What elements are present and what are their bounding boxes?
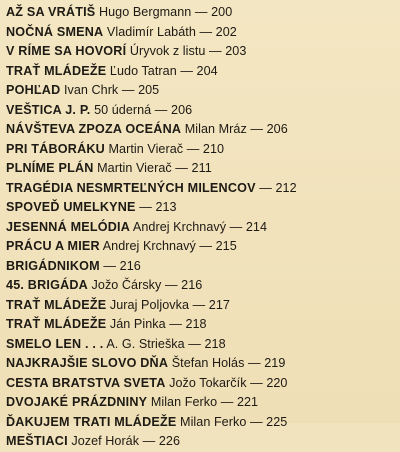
entry-dash: — [250, 375, 263, 390]
entry-page-number: 220 [266, 375, 288, 390]
entry-title: TRAŤ MLÁDEŽE [6, 63, 107, 78]
entry-author: Martin Vierač [97, 161, 172, 175]
entry-author: Úryvok z listu [129, 44, 206, 58]
entry-dash: — [194, 5, 208, 19]
toc-entry [6, 3, 400, 23]
entry-title: TRAŤ MLÁDEŽE [6, 317, 107, 331]
entry-author: Hugo Bergmann [98, 5, 192, 19]
entry-dash: — [259, 180, 272, 195]
toc-entry [6, 140, 400, 160]
entry-page-number: 214 [245, 219, 268, 234]
entry-page-number: 210 [202, 141, 225, 156]
toc-entry [6, 198, 400, 218]
entry-title: NOČNÁ SMENA [6, 24, 104, 39]
entry-title: PRÁCU A MIER [6, 239, 100, 253]
entry-page-number: 219 [264, 356, 286, 370]
entry-dash: — [248, 356, 261, 370]
entry-author: Štefan Holás [171, 356, 245, 370]
entry-title: POHĽAD [6, 83, 61, 97]
entry-author: Juraj Poljovka [109, 297, 190, 312]
entry-title: ĎAKUJEM TRATI MLÁDEŽE [6, 414, 177, 429]
entry-author: Andrej Krchnavý [102, 239, 196, 253]
entry-dash: — [209, 44, 222, 58]
entry-page-number: 218 [204, 336, 226, 351]
toc-entry [6, 179, 400, 199]
entry-dash: — [186, 141, 200, 156]
entry-dash: — [220, 395, 234, 409]
entry-author: 50 úderná [94, 102, 152, 117]
toc-entry [6, 374, 400, 394]
entry-author: Jožo Čársky [91, 278, 162, 292]
entry-author: Martin Vierač [108, 141, 184, 156]
toc-entry [6, 257, 400, 277]
entry-dash: — [249, 414, 263, 429]
entry-author: Jožo Tokarčík [169, 375, 247, 390]
toc-entry [6, 218, 400, 238]
toc-entry [6, 315, 400, 335]
entry-page-number: 212 [275, 180, 297, 195]
entry-page-number: 218 [185, 317, 207, 331]
toc-entry [6, 237, 400, 257]
toc-entry [6, 432, 400, 452]
entry-author: Andrej Krchnavý [132, 219, 227, 234]
entry-author: Milan Ferko [150, 395, 218, 409]
entry-title: TRAGÉDIA NESMRTEĽNÝCH MILENCOV [6, 180, 256, 195]
entry-dash: — [142, 434, 156, 448]
toc-entry [6, 354, 400, 374]
entry-page-number: 206 [266, 122, 288, 136]
entry-title: JESENNÁ MELÓDIA [6, 219, 131, 234]
entry-page-number: 202 [215, 24, 237, 39]
entry-dash: — [175, 161, 188, 175]
entry-author: Ivan Chrk [63, 83, 119, 97]
toc-entry [6, 62, 400, 82]
entry-title: V RÍME SA HOVORÍ [6, 44, 127, 58]
entry-author: Ľudo Tatran [109, 63, 177, 78]
entry-dash: — [199, 239, 213, 253]
toc-entry [6, 393, 400, 413]
entry-page-number: 216 [119, 258, 141, 273]
entry-dash: — [180, 63, 193, 78]
entry-title: BRIGÁDNIKOM [6, 258, 100, 273]
entry-title: CESTA BRATSTVA SVETA [6, 375, 166, 390]
entry-dash: — [154, 102, 168, 117]
toc-entry [6, 413, 400, 433]
entry-author: Milan Mráz [184, 122, 247, 136]
entry-author: Ján Pinka [109, 317, 166, 331]
entry-dash: — [192, 297, 206, 312]
entry-title: PLNÍME PLÁN [6, 161, 94, 175]
entry-dash: — [229, 219, 243, 234]
toc-entry [6, 276, 400, 296]
entry-author: A. G. Strieška [106, 336, 185, 351]
entry-page-number: 204 [196, 63, 218, 78]
entry-page-number: 226 [158, 434, 181, 448]
toc-entry [6, 42, 400, 62]
entry-dash: — [121, 83, 135, 97]
entry-page-number: 225 [266, 414, 288, 429]
entry-dash: — [169, 317, 182, 331]
entry-page-number: 217 [208, 297, 230, 312]
entry-title: NAJKRAJŠIE SLOVO DŇA [6, 356, 169, 370]
entry-dash: — [188, 336, 201, 351]
toc-entry [6, 335, 400, 355]
toc-entry [6, 159, 400, 179]
entry-title: SPOVEĎ UMELKYNE [6, 200, 136, 214]
entry-title: AŽ SA VRÁTIŠ [6, 5, 96, 19]
entry-title: SMELO LEN . . . [6, 336, 104, 351]
entry-title: TRAŤ MLÁDEŽE [6, 297, 107, 312]
entry-page-number: 205 [138, 83, 160, 97]
entry-author: Milan Ferko [180, 414, 247, 429]
toc-entry [6, 296, 400, 316]
entry-page-number: 216 [181, 278, 203, 292]
entry-dash: — [250, 122, 264, 136]
entry-dash: — [164, 278, 178, 292]
toc-entry [6, 120, 400, 140]
toc-entry [6, 81, 400, 101]
entry-author: Vladimír Labáth [106, 24, 196, 39]
entry-dash: — [103, 258, 117, 273]
entry-page-number: 203 [225, 44, 247, 58]
entry-dash: — [199, 24, 213, 39]
entry-author: Jozef Horák [71, 434, 140, 448]
entry-page-number: 206 [171, 102, 193, 117]
entry-title: DVOJAKÉ PRÁZDNINY [6, 395, 148, 409]
entry-page-number: 215 [215, 239, 237, 253]
entry-page-number: 200 [211, 5, 233, 19]
entry-page-number: 211 [191, 161, 212, 175]
contents-list [6, 3, 400, 452]
entry-title: 45. BRIGÁDA [6, 278, 88, 292]
toc-entry [6, 101, 400, 121]
entry-title: PRI TÁBORÁKU [6, 141, 105, 156]
entry-title: NÁVŠTEVA ZPOZA OCEÁNA [6, 122, 182, 136]
entry-page-number: 213 [155, 200, 177, 214]
toc-entry [6, 23, 400, 43]
entry-title: MEŠTIACI [6, 434, 68, 448]
entry-page-number: 221 [236, 395, 259, 409]
entry-dash: — [139, 200, 152, 214]
entry-title: VEŠTICA J. P. [6, 102, 91, 117]
